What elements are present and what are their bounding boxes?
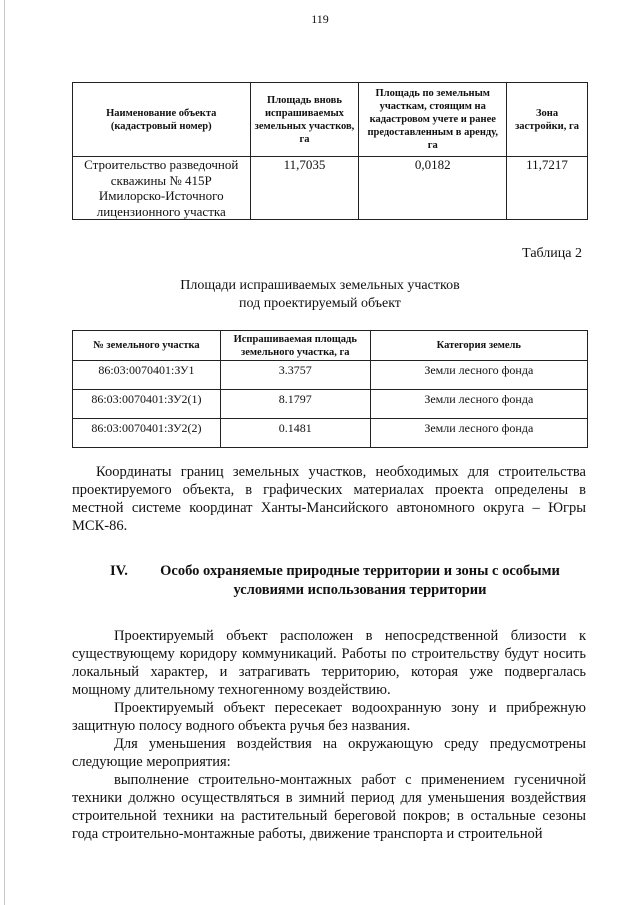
page-number: 119: [311, 12, 329, 26]
section-title-line-1: Особо охраняемые природные территории и зоны с особыми: [160, 563, 560, 579]
paragraph-measures-intro: Для уменьшения воздействия на окружающую среду предусмотрены следующие мероприятия:: [72, 736, 586, 770]
table-label: Таблица 2: [522, 246, 582, 261]
cell-requested-area: 0.1481: [220, 419, 370, 448]
cell-land-category: Земли лесного фонда: [370, 390, 587, 419]
table-row: [73, 157, 588, 220]
header-new-area: Площадь вновь испрашиваемых земельных участков, га: [250, 83, 359, 157]
header-land-category: Категория земель: [370, 331, 587, 361]
table-row: [73, 361, 588, 390]
requested-land-plots-table: [72, 330, 588, 448]
cell-plot-number: 86:03:0070401:ЗУ2(2): [73, 419, 221, 448]
cell-requested-area: 8.1797: [220, 390, 370, 419]
cell-plot-number: 86:03:0070401:ЗУ1: [73, 361, 221, 390]
cell-registered-area: 0,0182: [359, 157, 507, 220]
cell-zone: 11,7217: [507, 157, 588, 220]
paragraph-measure-1: выполнение строительно-монтажных работ с применением гусеничной техники должно осуществляться в зимний период для уменьшения воздействия строительной техники на растительный береговой покров; в остальные сезоны года строительно-монтажные работы, движение транспорта и строительной: [72, 772, 586, 842]
land-area-summary-table: [72, 82, 588, 220]
table-title-line-1: Площади испрашиваемых земельных участков: [180, 278, 460, 293]
section-title-line-2: условиями использования территории: [233, 582, 487, 598]
table-row: [73, 419, 588, 448]
header-requested-area: Испрашиваемая площадь земельного участка, га: [220, 331, 370, 361]
cell-new-area: 11,7035: [250, 157, 359, 220]
cell-land-category: Земли лесного фонда: [370, 419, 587, 448]
coordinates-paragraph: Координаты границ земельных участков, необходимых для строительства проектируемого объекта, в графических материалах проекта определены в местной системе координат Ханты-Мансийского автономного округа – Югры МСК-86.: [72, 464, 586, 534]
table-header-row: [73, 83, 588, 157]
header-plot-number: № земельного участка: [73, 331, 221, 361]
section-heading: [72, 562, 588, 600]
table-header-row: [73, 331, 588, 361]
cell-plot-number: 86:03:0070401:ЗУ2(1): [73, 390, 221, 419]
header-registered-area: Площадь по земельным участкам, стоящим на кадастровом учете и ранее предоставленным в аренду, га: [359, 83, 507, 157]
section-number: IV.: [110, 563, 128, 579]
table-title-line-2: под проектируемый объект: [239, 296, 401, 311]
table-title: [0, 277, 640, 313]
paragraph-object-location: Проектируемый объект расположен в непосредственной близости к существующему коридору коммуникаций. Работы по строительству будут носить локальный характер, и затрагивать территорию, которая уже подвергалась мощному длительному техногенному воздействию.: [72, 628, 586, 698]
header-zone: Зона застройки, га: [507, 83, 588, 157]
cell-object-name: Строительство разведочной скважины № 415Р Имилорско-Источного лицензионного участка: [73, 157, 251, 220]
paragraph-water-zone: Проектируемый объект пересекает водоохранную зону и прибрежную защитную полосу водного объекта ручья без названия.: [72, 700, 586, 734]
scan-margin-line: [4, 0, 5, 905]
cell-land-category: Земли лесного фонда: [370, 361, 587, 390]
cell-requested-area: 3.3757: [220, 361, 370, 390]
table-row: [73, 390, 588, 419]
header-object-name: Наименование объекта (кадастровый номер): [73, 83, 251, 157]
